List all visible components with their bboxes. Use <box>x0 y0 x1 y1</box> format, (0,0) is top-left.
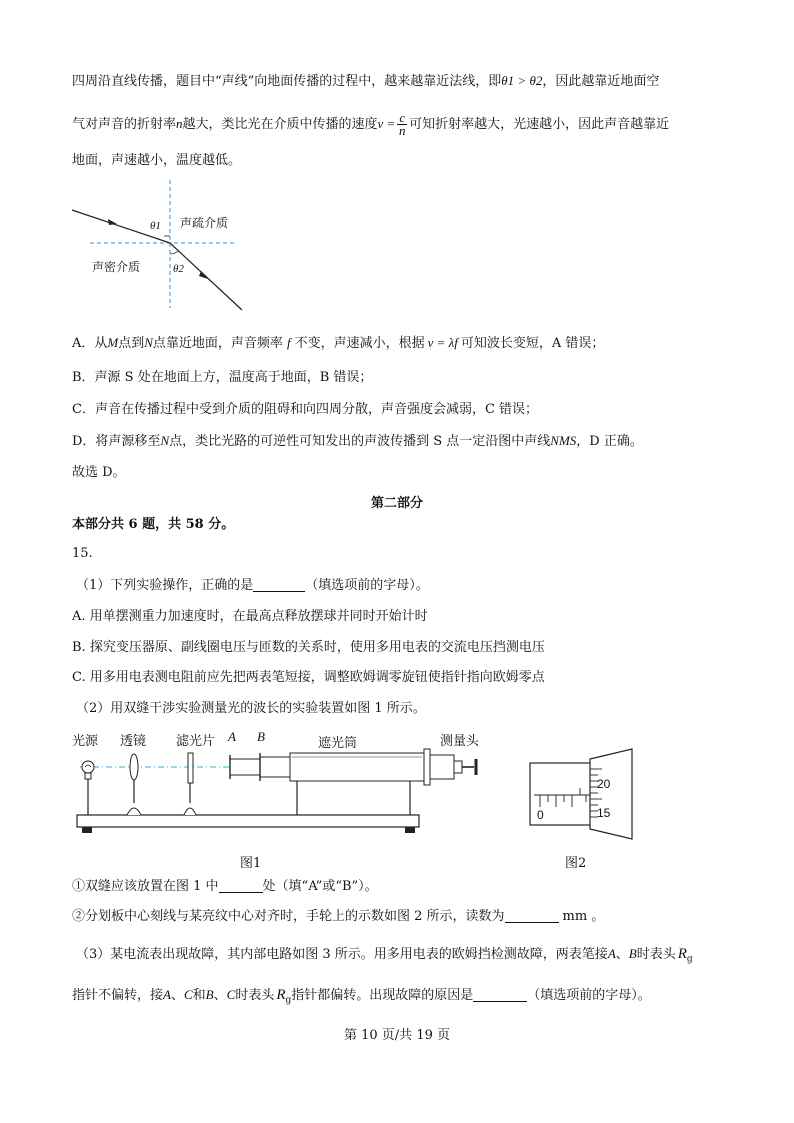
text: A．从 <box>72 336 108 351</box>
answer-blank[interactable] <box>253 577 305 592</box>
q15-part3 <box>76 945 693 969</box>
q15-part2: （2）用双缝干涉实验测量光的波长的实验装置如图 1 所示。 <box>76 701 426 716</box>
text: 时表头 <box>235 988 275 1003</box>
q15-option-a: A. 用单摆测重力加速度时，在最高点释放摆球并同时开始计时 <box>72 609 428 624</box>
angle-arc <box>170 251 178 254</box>
fraction-numerator: c <box>399 110 406 125</box>
q15-option-b: B. 探究变压器原、副线圈电压与匝数的关系时，使用多用电表的交流电压挡测电压 <box>72 640 545 655</box>
math: f <box>286 335 291 350</box>
figure-1-apparatus <box>72 745 492 840</box>
refracted-arrow-icon <box>199 271 208 279</box>
text: 点，类比光路的可逆性可知发出的声波传播到 S 点一定沿图中声线 <box>169 434 551 449</box>
incident-arrow-icon <box>108 219 117 225</box>
scale-label-15: 15 <box>597 806 611 820</box>
q15-sub1 <box>72 878 378 896</box>
text: 不变，声速减小，根据 <box>294 336 425 351</box>
text: 地面，声速越小，温度越低。 <box>72 153 242 168</box>
label-head: 测量头 <box>440 734 480 749</box>
text: 时表头 <box>636 947 676 962</box>
q15-sub2 <box>72 908 604 926</box>
section-title: 第二部分 <box>370 496 423 511</box>
label-theta2 <box>173 263 184 275</box>
text: 越大，类比光在介质中传播的速度 <box>182 117 378 132</box>
scale-label-20: 20 <box>597 777 611 791</box>
label-theta1 <box>150 220 161 232</box>
filter-icon <box>188 753 193 783</box>
page-footer: 第 10 页/共 19 页 <box>344 1028 450 1043</box>
math: N <box>160 433 170 448</box>
filter-base <box>184 808 196 815</box>
math: M <box>107 335 119 350</box>
theta2-text: θ2 <box>173 263 184 275</box>
answer-blank[interactable] <box>219 878 263 893</box>
text: 点靠近地面，声音频率 <box>152 336 283 351</box>
text: 可知波长变短，A 错误； <box>460 336 605 351</box>
fraction-c-over-n <box>397 112 407 137</box>
text: ，因此越靠近地面空 <box>542 74 660 89</box>
math: C <box>226 987 236 1002</box>
math: A <box>607 946 616 961</box>
measure-head-body <box>430 755 454 779</box>
label-filter: 滤光片 <box>176 734 216 749</box>
math: R <box>677 946 687 962</box>
answer-c: C．声音在传播过程中受到介质的阻碍和向四周分散，声音强度会减弱，C 错误； <box>72 402 539 417</box>
label-tube: 遮光筒 <box>318 736 358 751</box>
micrometer-thimble <box>590 749 632 839</box>
text: 四周沿直线传播，题目中“声线”向地面传播的过程中，越来越靠近法线，即 <box>72 74 502 89</box>
math: C <box>183 987 193 1002</box>
label-upper-medium: 声疏介质 <box>180 216 229 230</box>
math: NMS <box>550 433 577 448</box>
math: B <box>205 987 214 1002</box>
q15-option-c: C. 用多用电表测电阻前应先把两表笔短接，调整欧姆调零旋钮使指针指向欧姆零点 <box>72 670 545 685</box>
math: A <box>163 987 171 1002</box>
text: 指针不偏转，接 <box>72 988 164 1003</box>
text: 、 <box>213 988 227 1003</box>
text: 点到 <box>118 336 145 351</box>
figure-2-micrometer <box>528 745 638 845</box>
para-line-2 <box>72 112 669 137</box>
optical-bench <box>77 815 419 827</box>
label-light-source: 光源 <box>72 734 99 749</box>
bench-foot-left <box>82 827 92 833</box>
section-desc: 本部分共 6 题，共 58 分。 <box>72 517 235 532</box>
text: mm 。 <box>562 909 605 924</box>
scale-label-0: 0 <box>537 808 544 822</box>
lens-icon <box>130 754 138 780</box>
bench-foot-right <box>405 827 415 833</box>
label-a: A <box>228 729 236 744</box>
slit-tube-a <box>230 759 260 775</box>
text: 、 <box>170 988 184 1003</box>
text: 气对声音的折射率 <box>72 117 177 132</box>
label-lower-medium: 声密介质 <box>92 260 141 274</box>
text: ①双缝应该放置在图 1 中 <box>72 879 219 894</box>
bulb-base <box>85 773 91 779</box>
fraction-denominator: n <box>398 123 406 138</box>
answer-a <box>72 334 604 353</box>
refraction-diagram <box>72 180 252 310</box>
text: ，D 正确。 <box>576 434 643 449</box>
answer-b: B．声源 S 处在地面上方，温度高于地面，B 错误； <box>72 370 373 385</box>
para-line-1 <box>72 72 659 91</box>
answer-blank[interactable] <box>505 908 559 923</box>
math-n: n <box>176 116 183 131</box>
refracted-ray <box>170 243 242 310</box>
q15-part1 <box>76 577 429 595</box>
text: 、 <box>615 947 629 962</box>
math: R <box>276 987 286 1003</box>
math-theta-compare: θ1 > θ2 <box>501 73 543 88</box>
text: ②分划板中心刻线与某亮纹中心对齐时，手轮上的示数如图 2 所示，读数为 <box>72 909 505 924</box>
measure-head-ring <box>424 749 430 785</box>
label-lens: 透镜 <box>120 734 147 749</box>
answer-d <box>72 432 643 451</box>
text: （填选项前的字母）。 <box>305 578 429 593</box>
lens-base <box>127 808 141 815</box>
bulb-icon <box>82 761 94 773</box>
math-sub: g <box>285 995 292 1006</box>
text: （1）下列实验操作，正确的是 <box>76 578 254 593</box>
text: D．将声源移至 <box>72 434 161 449</box>
math: v = λf <box>427 335 458 350</box>
answer-blank[interactable] <box>473 987 527 1002</box>
math: B <box>628 946 637 961</box>
math-sub: g <box>686 954 693 965</box>
text: 指针都偏转。出现故障的原因是 <box>291 988 474 1003</box>
label-b: B <box>257 729 265 744</box>
question-number: 15. <box>72 546 93 561</box>
measure-head-cap <box>454 761 462 773</box>
answer-choose: 故选 D。 <box>72 465 126 480</box>
math: N <box>144 335 153 350</box>
text: 和 <box>192 988 206 1003</box>
figure-2-caption: 图2 <box>565 856 587 871</box>
text: （填选项前的字母）。 <box>527 988 651 1003</box>
text: 可知折射率越大，光速越小，因此声音越靠近 <box>409 117 670 132</box>
q15-part3-cont <box>72 986 651 1010</box>
math-v: v = <box>377 116 396 131</box>
figure-1-caption: 图1 <box>240 856 262 871</box>
text: 处（填“A”或“B”）。 <box>262 879 378 894</box>
text: （3）某电流表出现故障，其内部电路如图 3 所示。用多用电表的欧姆挡检测故障，两表笔接 <box>76 947 608 962</box>
slit-tube-b <box>260 757 290 777</box>
para-line-3 <box>72 152 241 170</box>
theta1-text: θ1 <box>150 220 161 232</box>
